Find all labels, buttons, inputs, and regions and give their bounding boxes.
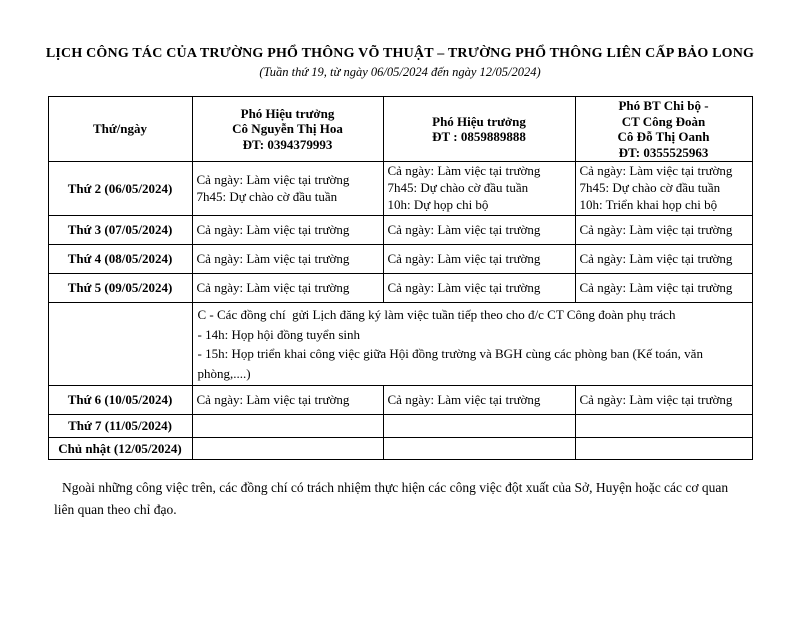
column-header (575, 97, 752, 162)
header-row (48, 97, 752, 162)
schedule-cell (383, 162, 575, 216)
footer-note: Ngoài những công việc trên, các đồng chí có trách nhiệm thực hiện các công việc đột xuất của Sở, Huyện hoặc các cơ quan liên quan theo chỉ đạo. (54, 480, 729, 517)
header-line: Phó Hiệu trưởng (432, 113, 526, 129)
schedule-cell (575, 438, 752, 460)
table-row (48, 245, 752, 274)
table-row (48, 438, 752, 460)
table-row (48, 216, 752, 245)
schedule-cell (575, 245, 752, 274)
cell-line: 7h45: Dự chào cờ đầu tuần (196, 188, 338, 204)
note-cell (192, 303, 752, 386)
schedule-table (48, 96, 753, 460)
cell-line: Cả ngày: Làm việc tại trường (579, 221, 733, 237)
schedule-cell (383, 245, 575, 274)
table-body (48, 162, 752, 460)
header-line: Phó Hiệu trưởng (240, 105, 335, 121)
cell-line: Cả ngày: Làm việc tại trường (579, 250, 733, 266)
table-row (48, 303, 752, 386)
header-line: CT Công Đoàn (621, 113, 706, 129)
day-cell: Chủ nhật (12/05/2024) (48, 438, 192, 460)
header-line: Cô Nguyễn Thị Hoa (232, 121, 343, 137)
cell-line: 7h45: Dự chào cờ đầu tuần (579, 180, 721, 196)
cell-line: 7h45: Dự chào cờ đầu tuần (387, 180, 529, 196)
schedule-cell (383, 216, 575, 245)
header-line: ĐT : 0859889888 (432, 129, 526, 145)
column-header (48, 97, 192, 162)
cell-line: Cả ngày: Làm việc tại trường (387, 221, 541, 237)
note-line: - 14h: Họp hội đồng tuyển sinh (197, 326, 360, 342)
schedule-cell (383, 274, 575, 303)
table-row (48, 386, 752, 415)
schedule-cell (192, 386, 383, 415)
table-row (48, 415, 752, 438)
cell-line: Cả ngày: Làm việc tại trường (196, 171, 350, 187)
header-line: ĐT: 0394379993 (242, 136, 333, 152)
schedule-cell (383, 438, 575, 460)
schedule-cell (192, 415, 383, 438)
day-cell: Thứ 4 (08/05/2024) (48, 245, 192, 274)
cell-line: Cả ngày: Làm việc tại trường (196, 250, 350, 266)
table-row (48, 274, 752, 303)
table-row (48, 162, 752, 216)
schedule-cell (192, 216, 383, 245)
schedule-cell (575, 274, 752, 303)
day-cell: Thứ 5 (09/05/2024) (48, 274, 192, 303)
page-title: LỊCH CÔNG TÁC CỦA TRƯỜNG PHỔ THÔNG VÕ THUẬT – TRƯỜNG PHỔ THÔNG LIÊN CẤP BẢO LONG (45, 46, 755, 61)
header-line: ĐT: 0355525963 (618, 144, 709, 160)
cell-line: Cả ngày: Làm việc tại trường (579, 279, 733, 295)
day-cell: Thứ 6 (10/05/2024) (48, 386, 192, 415)
cell-line: 10h: Dự họp chi bộ (387, 197, 489, 213)
page-subtitle: (Tuần thứ 19, từ ngày 06/05/2024 đến ngày 12/05/2024) (259, 65, 541, 79)
cell-line: Cả ngày: Làm việc tại trường (387, 250, 541, 266)
header-line: Thứ/ngày (92, 121, 148, 137)
cell-line: Cả ngày: Làm việc tại trường (387, 279, 541, 295)
cell-line: Cả ngày: Làm việc tại trường (196, 391, 350, 407)
schedule-cell (575, 162, 752, 216)
schedule-cell (192, 438, 383, 460)
schedule-cell (383, 386, 575, 415)
cell-line: Cả ngày: Làm việc tại trường (579, 391, 733, 407)
schedule-cell (192, 162, 383, 216)
column-header (383, 97, 575, 162)
table-header (48, 97, 752, 162)
day-cell: Thứ 7 (11/05/2024) (48, 415, 192, 438)
column-header (192, 97, 383, 162)
cell-line: Cả ngày: Làm việc tại trường (196, 279, 350, 295)
schedule-cell (575, 386, 752, 415)
cell-line: Cả ngày: Làm việc tại trường (579, 163, 733, 179)
note-line: - 15h: Họp triển khai công việc giữa Hội đồng trường và BGH cùng các phòng ban (Kế toán, văn phòng,....) (197, 346, 707, 381)
cell-line: Cả ngày: Làm việc tại trường (387, 391, 541, 407)
schedule-cell (575, 415, 752, 438)
schedule-cell (383, 415, 575, 438)
schedule-cell (192, 274, 383, 303)
cell-line: 10h: Triển khai họp chi bộ (579, 197, 718, 213)
note-line: C - Các đồng chí gửi Lịch đăng ký làm việc tuần tiếp theo cho đ/c CT Công đoàn phụ trách (197, 307, 676, 323)
header-line: Phó BT Chi bộ - (618, 98, 709, 113)
schedule-cell (575, 216, 752, 245)
cell-line: Cả ngày: Làm việc tại trường (196, 221, 350, 237)
day-cell: Thứ 2 (06/05/2024) (48, 162, 192, 216)
schedule-cell (192, 245, 383, 274)
day-cell: Thứ 3 (07/05/2024) (48, 216, 192, 245)
header-line: Cô Đỗ Thị Oanh (617, 129, 710, 145)
cell-line: Cả ngày: Làm việc tại trường (387, 163, 541, 179)
day-cell (48, 303, 192, 386)
